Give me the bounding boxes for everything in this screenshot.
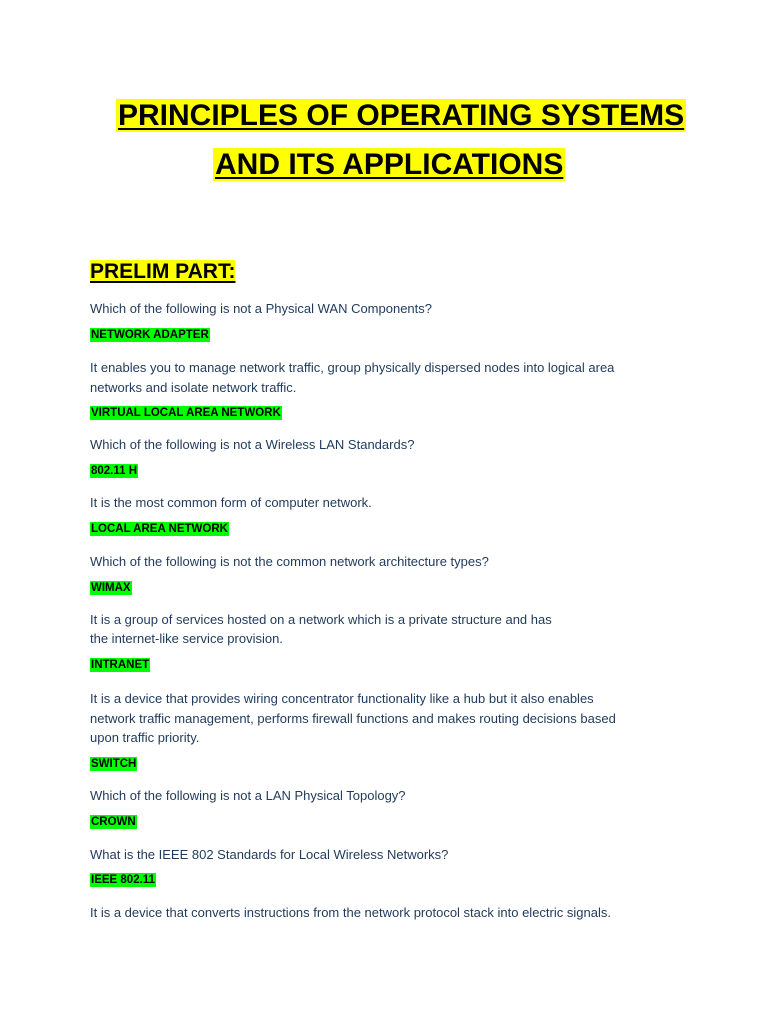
question-text: It is the most common form of computer network. (90, 495, 372, 510)
answer-text: NETWORK ADAPTER (91, 329, 209, 341)
section-heading (90, 257, 235, 287)
answer-highlight (90, 463, 138, 480)
answer-text: SWITCH (91, 758, 137, 770)
title-text-1: PRINCIPLES OF OPERATING SYSTEMS (118, 99, 685, 132)
answer-text: WIMAX (91, 582, 131, 594)
answer-highlight (90, 657, 150, 674)
answer-highlight (90, 872, 156, 889)
answer-text: IEEE 802.11 (91, 874, 155, 886)
question-text: Which of the following is not the common network architecture types? (90, 554, 489, 569)
answer-text: VIRTUAL LOCAL AREA NETWORK (91, 407, 281, 419)
question-text: It is a device that converts instructions from the network protocol stack into electric signals. (90, 905, 611, 920)
question-text: What is the IEEE 802 Standards for Local Wireless Networks? (90, 847, 449, 862)
answer-highlight (90, 521, 229, 538)
answer-text: LOCAL AREA NETWORK (91, 523, 228, 535)
document-title-line-1 (116, 96, 686, 136)
answer-highlight (90, 756, 137, 773)
question-text: Which of the following is not a Wireless LAN Standards? (90, 437, 415, 452)
question-text: Which of the following is not a LAN Physical Topology? (90, 788, 406, 803)
question-text: It is a device that provides wiring concentrator functionality like a hub but it also enables (90, 691, 594, 706)
section-heading-text: PRELIM PART: (90, 260, 236, 283)
answer-text: CROWN (91, 816, 136, 828)
document-title-line-2 (213, 145, 565, 185)
answer-text: INTRANET (91, 659, 150, 671)
question-text: It is a group of services hosted on a network which is a private structure and has (90, 612, 552, 627)
question-text: networks and isolate network traffic. (90, 380, 297, 395)
answer-highlight (90, 580, 132, 597)
question-text: network traffic management, performs firewall functions and makes routing decisions based (90, 711, 616, 726)
answer-highlight (90, 327, 210, 344)
answer-highlight (90, 814, 137, 831)
answer-highlight (90, 405, 282, 422)
title-text-2: AND ITS APPLICATIONS (215, 148, 564, 181)
question-text: Which of the following is not a Physical WAN Components? (90, 301, 433, 316)
question-text: It enables you to manage network traffic, group physically dispersed nodes into logical area (90, 360, 615, 375)
answer-text: 802.11 H (91, 465, 138, 477)
question-text: upon traffic priority. (90, 730, 200, 745)
question-text: the internet-like service provision. (90, 631, 283, 646)
